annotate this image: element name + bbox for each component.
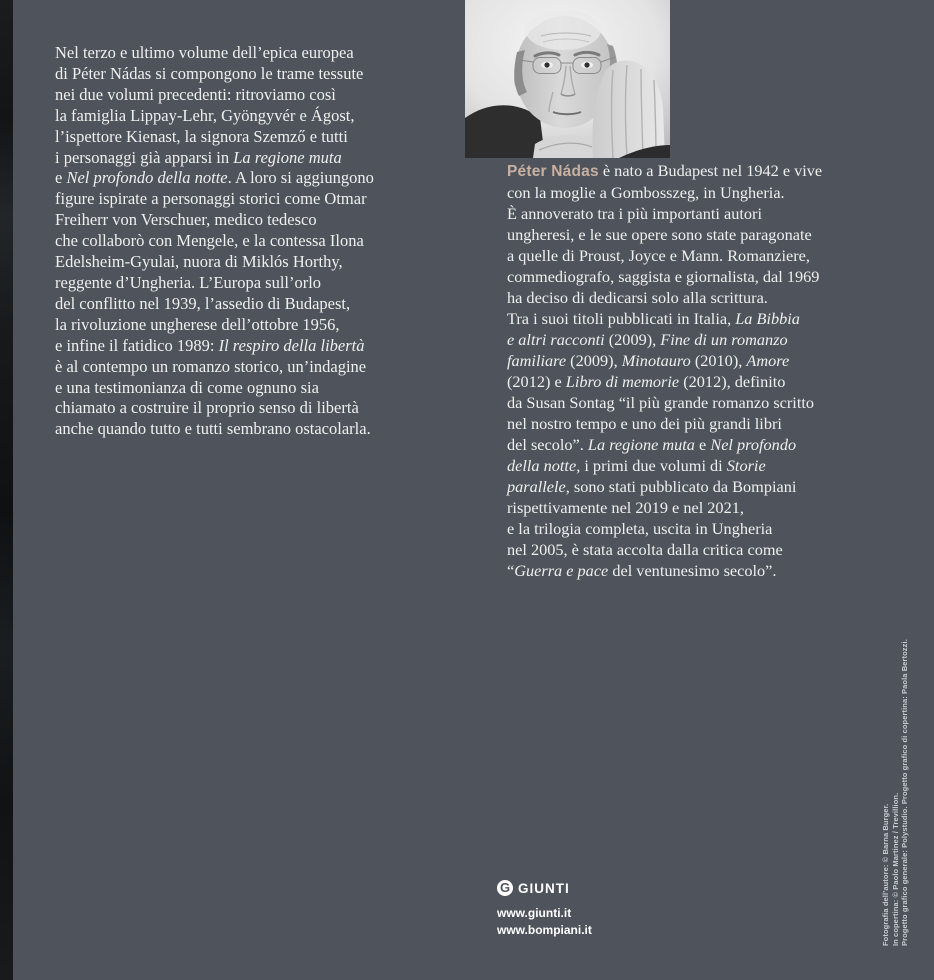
text-segment: Freiherr von Verschuer, medico tedesco [55, 210, 317, 230]
text-segment: è nato a Budapest nel 1942 e vive [598, 161, 823, 180]
text-line [507, 476, 897, 497]
text-segment: (2010), [690, 351, 747, 370]
text-segment: l’ispettore Kienast, la signora Szemző e tutti [55, 126, 348, 146]
text-segment: a quelle di Proust, Joyce e Mann. Romanziere, [507, 246, 810, 265]
text-line [55, 398, 445, 419]
author-name-highlight: Péter Nádas [507, 163, 599, 180]
text-segment: Nel profondo della notte [66, 168, 228, 188]
text-segment: Libro di memorie [565, 372, 680, 391]
text-line [55, 210, 445, 231]
text-segment: nel nostro tempo e uno dei più grandi libri [507, 414, 782, 433]
text-segment: è al contempo un romanzo storico, un’indagine [55, 356, 367, 376]
text-line [507, 371, 897, 392]
text-line [55, 189, 445, 210]
text-segment: È annoverato tra i più importanti autori [507, 204, 762, 223]
text-line [55, 252, 445, 273]
text-segment: ha deciso di dedicarsi solo alla scrittura. [507, 288, 768, 307]
text-line [55, 273, 445, 294]
publisher-block [497, 880, 592, 939]
text-segment: del conflitto nel 1939, l’assedio di Budapest, [55, 293, 351, 313]
text-line [507, 329, 897, 350]
text-line [55, 64, 445, 85]
text-segment: i personaggi già apparsi in [55, 147, 234, 167]
giunti-logo-wordmark: GIUNTI [518, 880, 570, 896]
text-line [55, 357, 445, 378]
url-bompiani: www.bompiani.it [497, 923, 592, 937]
text-segment: e [694, 435, 711, 454]
text-segment: Guerra e pace [514, 561, 609, 580]
text-segment: e altri racconti [507, 330, 605, 349]
text-segment: Edelsheim-Gyulai, nuora di Miklós Horthy, [55, 252, 343, 272]
text-line [507, 182, 897, 203]
text-segment: (2009), [566, 351, 622, 370]
text-segment: Amore [746, 351, 790, 370]
text-segment: reggente d’Ungheria. L’Europa sull’orlo [55, 272, 322, 292]
url-giunti: www.giunti.it [497, 906, 572, 920]
text-line [507, 160, 897, 182]
text-line [55, 168, 445, 189]
text-segment: della notte [507, 456, 577, 475]
text-line [55, 43, 445, 64]
text-line [55, 315, 445, 336]
text-segment: La regione muta [233, 147, 342, 167]
text-segment: , i primi due volumi di [576, 456, 727, 475]
text-line [55, 419, 445, 440]
text-line [55, 378, 445, 399]
credit-line-design: Progetto grafico generale: Polystudio. Progetto grafico di copertina: Paola Bertozzi. [900, 639, 910, 946]
text-segment: (2012) e [507, 372, 566, 391]
text-segment: Fine di un romanzo [660, 330, 788, 349]
text-segment: del secolo”. [507, 435, 588, 454]
text-segment: . A loro si aggiungono [227, 168, 374, 188]
text-segment: chiamato a costruire il proprio senso di libertà [55, 398, 359, 418]
text-line [507, 350, 897, 371]
pupil-right [584, 62, 589, 67]
credit-line-photo: Fotografia dell’autore: © Barna Burger. [881, 803, 890, 946]
text-segment: familiare [507, 351, 567, 370]
giunti-logo [497, 880, 592, 896]
text-segment: commediografo, saggista e giornalista, dal 1969 [507, 267, 820, 286]
photo-and-design-credits [881, 616, 910, 946]
text-segment: da Susan Sontag “il più grande romanzo scritto [507, 393, 815, 412]
text-line [507, 539, 897, 560]
giunti-logo-icon: G [497, 880, 513, 896]
text-line [507, 434, 897, 455]
text-line [507, 560, 897, 581]
bald-crown [525, 10, 601, 50]
credit-line-cover: In copertina: © Paolo Martinez / Trevillion. [890, 792, 900, 946]
text-segment: (2012), definito [679, 372, 786, 391]
publisher-urls [497, 905, 592, 939]
text-segment: La Bibbia [735, 309, 800, 328]
text-line [55, 85, 445, 106]
text-segment: nel 2005, è stata accolta dalla critica come [507, 540, 783, 559]
text-segment: Nel terzo e ultimo volume dell’epica europea [55, 43, 354, 62]
text-segment: ungheresi, e le sue opere sono state paragonate [507, 225, 812, 244]
text-line [507, 245, 897, 266]
text-segment: , sono stati pubblicato da Bompiani [565, 477, 797, 496]
text-segment: parallele [507, 477, 566, 496]
text-segment: (2009), [604, 330, 661, 349]
text-line [55, 127, 445, 148]
text-segment: Nel profondo [710, 435, 797, 454]
author-bio-paragraph [507, 160, 897, 581]
text-line [507, 308, 897, 329]
text-line [507, 497, 897, 518]
cover-spine-edge [0, 0, 13, 980]
text-segment: e [55, 168, 67, 188]
text-segment: La regione muta [587, 435, 695, 454]
text-segment: che collaborò con Mengele, e la contessa Ilona [55, 231, 364, 251]
text-line [55, 336, 445, 357]
text-segment: anche quando tutto e tutti sembrano ostacolarla. [55, 419, 371, 439]
text-segment: la rivoluzione ungherese dell’ottobre 1956, [55, 314, 340, 334]
text-segment: Il respiro della libertà [218, 335, 365, 355]
text-segment: la famiglia Lippay-Lehr, Gyöngyvér e Ágost, [55, 105, 355, 125]
text-line [55, 231, 445, 252]
text-line [507, 455, 897, 476]
text-segment: Minotauro [621, 351, 691, 370]
text-line [507, 266, 897, 287]
text-line [507, 518, 897, 539]
text-line [55, 294, 445, 315]
text-segment: Tra i suoi titoli pubblicati in Italia, [507, 309, 736, 328]
author-portrait-photo [465, 0, 670, 158]
text-segment: rispettivamente nel 2019 e nel 2021, [507, 498, 744, 517]
pupil-left [544, 62, 549, 67]
text-segment: con la moglie a Gombosszeg, in Ungheria. [507, 183, 785, 202]
text-line [507, 392, 897, 413]
text-line [507, 203, 897, 224]
text-line [55, 148, 445, 169]
text-segment: figure ispirate a personaggi storici come Otmar [55, 189, 367, 209]
text-segment: “ [507, 561, 515, 580]
text-segment: del ventunesimo secolo”. [608, 561, 777, 580]
text-segment: e la trilogia completa, uscita in Ungheria [507, 519, 773, 538]
text-segment: Storie [726, 456, 766, 475]
text-line [507, 413, 897, 434]
text-line [507, 287, 897, 308]
text-segment: e una testimonianza di come ognuno sia [55, 377, 319, 397]
text-line [507, 224, 897, 245]
text-segment: nei due volumi precedenti: ritroviamo così [55, 84, 336, 104]
text-segment: di Péter Nádas si compongono le trame tessute [55, 63, 364, 83]
text-segment: e infine il fatidico 1989: [55, 335, 219, 355]
book-description-paragraph [55, 43, 445, 440]
text-line [55, 106, 445, 127]
